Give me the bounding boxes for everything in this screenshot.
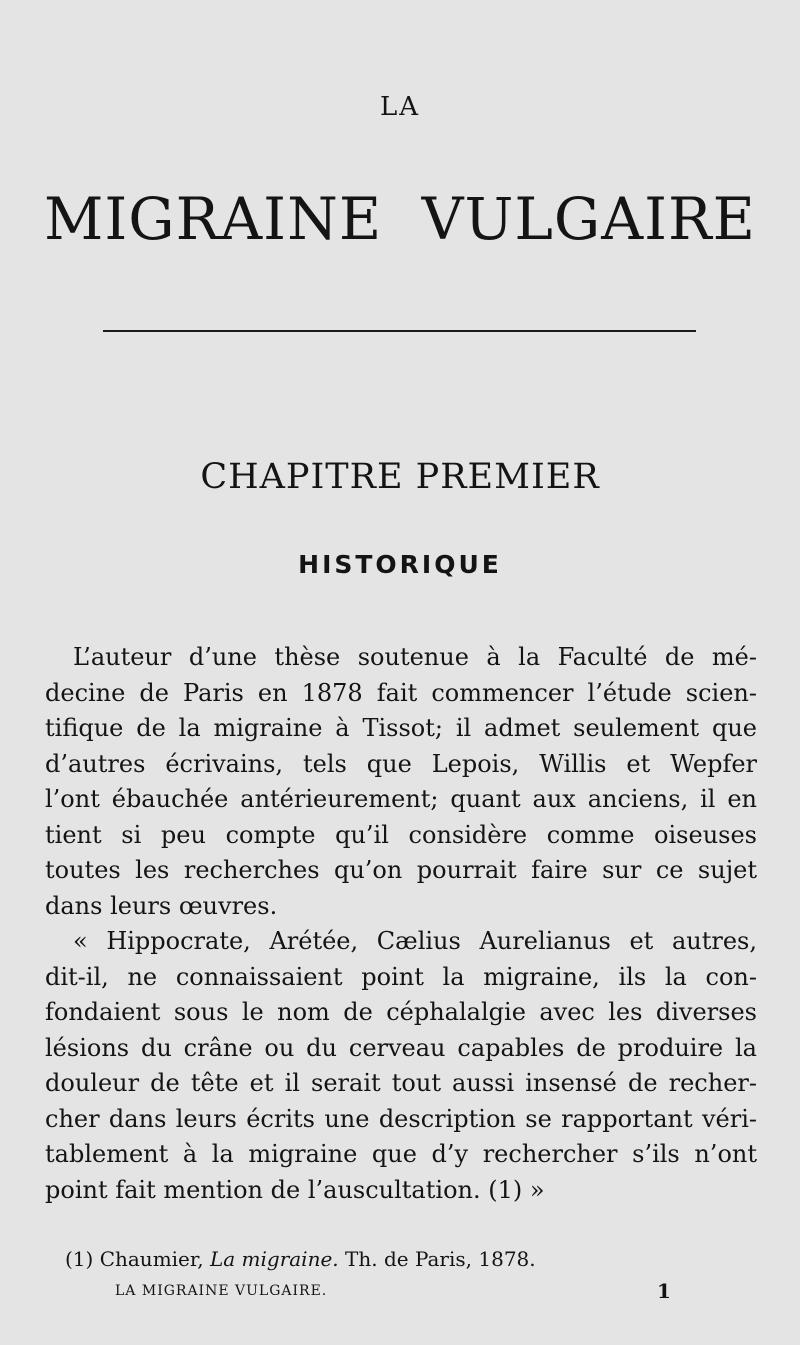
main-title [44,185,756,253]
page-number: 1 [657,1279,671,1303]
text-line: cher dans leurs écrits une description se rapportant véri- [45,1104,757,1133]
text-line: lésions du crâne ou du cerveau capables de produire la [45,1033,757,1062]
text-line: point fait mention de l’auscultation. (1) » [45,1175,545,1204]
text-line: dit-il, ne connaissaient point la migraine, ils la con- [45,962,757,991]
footnote-author: Chaumier, [99,1247,204,1271]
text-line: tablement à la migraine que d’y rechercher s’ils n’ont [45,1140,757,1168]
text-line: l’ont ébauchée antérieurement; quant aux anciens, il en [45,785,757,813]
footnote-marker: (1) [65,1247,94,1271]
text-line: douleur de tête et il serait tout aussi insensé de recher- [45,1069,757,1097]
text-line: tient si peu compte qu’il considère comme oiseuses [45,820,757,849]
chapter-title: CHAPITRE PREMIER [200,457,600,497]
text-line: fondaient sous le nom de céphalalgie avec les diverses [45,998,757,1026]
running-footer-title: LA MIGRAINE VULGAIRE. [115,1283,328,1299]
main-title-word-2: VULGAIRE [421,185,756,253]
footnote-rest: Th. de Paris, 1878. [345,1247,536,1271]
text-line: tifique de la migraine à Tissot; il admet seulement que [45,714,757,742]
body-text [45,640,757,1208]
section-title: HISTORIQUE [298,550,502,579]
header-article: LA [379,92,421,122]
text-line: toutes les recherches qu’on pourrait faire sur ce sujet [45,856,757,884]
text-line: L’auteur d’une thèse soutenue à la Faculté de mé- [73,643,757,671]
footnote-work-title: La migraine. [209,1247,339,1271]
text-line: decine de Paris en 1878 fait commencer l’étude scien- [45,678,757,707]
text-line: dans leurs œuvres. [45,891,278,920]
text-line: « Hippocrate, Arétée, Cælius Aurelianus et autres, [73,927,757,955]
text-line: d’autres écrivains, tels que Lepois, Willis et Wepfer [45,749,757,778]
title-divider-rule [103,330,696,332]
main-title-word-1: MIGRAINE [44,185,383,253]
footnote [65,1247,536,1271]
